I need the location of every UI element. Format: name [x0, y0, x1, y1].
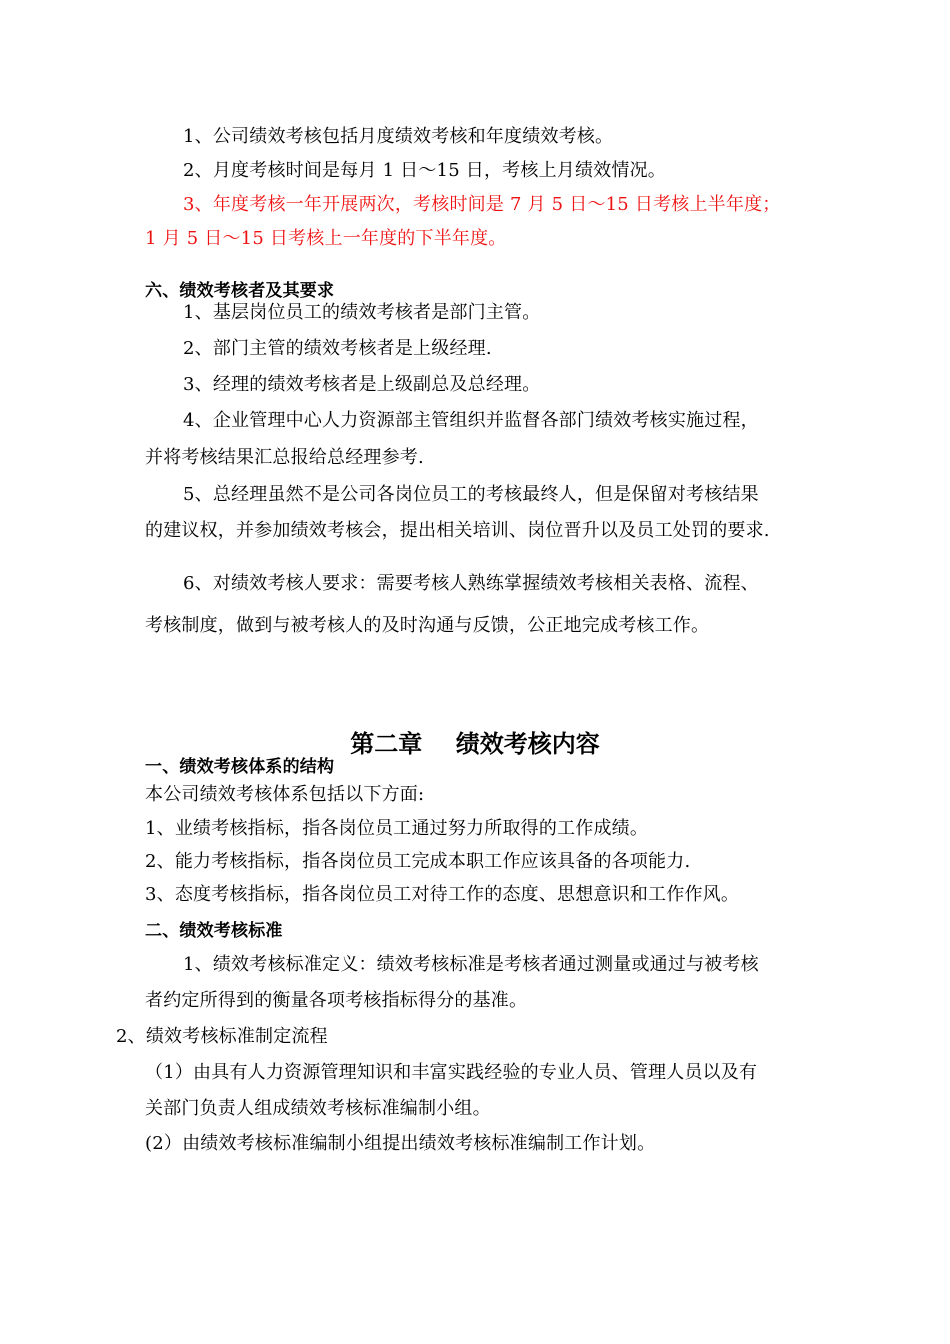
part2-line-3-cont: 关部门负责人组成绩效考核标准编制小组。 — [145, 1098, 491, 1119]
part2-line-2: 2、绩效考核标准制定流程 — [116, 1026, 328, 1047]
section5-item-3: 3、年度考核一年开展两次，考核时间是 7 月 5 日～15 日考核上半年度； — [183, 194, 781, 215]
section6-line-5: 5、总经理虽然不是公司各岗位员工的考核最终人，但是保留对考核结果 — [183, 484, 759, 505]
section5-item-1: 1、公司绩效考核包括月度绩效考核和年度绩效考核。 — [183, 126, 614, 147]
part2-line-3: （1）由具有人力资源管理知识和丰富实践经验的专业人员、管理人员以及有 — [145, 1062, 758, 1083]
section6-line-2: 2、部门主管的绩效考核者是上级经理. — [183, 338, 492, 359]
section6-line-6-cont: 考核制度，做到与被考核人的及时沟通与反馈，公正地完成考核工作。 — [145, 615, 710, 636]
section6-line-5-cont: 的建议权，并参加绩效考核会，提出相关培训、岗位晋升以及员工处罚的要求. — [145, 520, 770, 541]
part1-line-3: 2、能力考核指标，指各岗位员工完成本职工作应该具备的各项能力. — [145, 851, 691, 872]
section6-line-6: 6、对绩效考核人要求：需要考核人熟练掌握绩效考核相关表格、流程、 — [183, 573, 759, 594]
part1-line-2: 1、业绩考核指标，指各岗位员工通过努力所取得的工作成绩。 — [145, 818, 649, 839]
part2-line-4: (2）由绩效考核标准编制小组提出绩效考核标准编制工作计划。 — [145, 1133, 656, 1154]
part2-title: 二、绩效考核标准 — [145, 921, 283, 941]
section5-item-2: 2、月度考核时间是每月 1 日～15 日，考核上月绩效情况。 — [183, 160, 666, 181]
part1-line-1: 本公司绩效考核体系包括以下方面: — [145, 784, 425, 805]
part2-line-1-cont: 者约定所得到的衡量各项考核指标得分的基准。 — [145, 990, 528, 1011]
section6-line-3: 3、经理的绩效考核者是上级副总及总经理。 — [183, 374, 541, 395]
section5-item-3-cont: 1 月 5 日～15 日考核上一年度的下半年度。 — [145, 228, 507, 249]
section6-title: 六、绩效考核者及其要求 — [145, 281, 335, 301]
section6-line-4-cont: 并将考核结果汇总报给总经理参考. — [145, 447, 424, 468]
part1-title: 一、绩效考核体系的结构 — [145, 757, 335, 777]
chapter-title: 第二章 绩效考核内容 — [350, 729, 600, 758]
section6-line-4: 4、企业管理中心人力资源部主管组织并监督各部门绩效考核实施过程， — [183, 410, 759, 431]
section6-line-1: 1、基层岗位员工的绩效考核者是部门主管。 — [183, 302, 541, 323]
part1-line-4: 3、态度考核指标，指各岗位员工对待工作的态度、思想意识和工作作风。 — [145, 884, 740, 905]
part2-line-1: 1、绩效考核标准定义：绩效考核标准是考核者通过测量或通过与被考核 — [183, 954, 759, 975]
